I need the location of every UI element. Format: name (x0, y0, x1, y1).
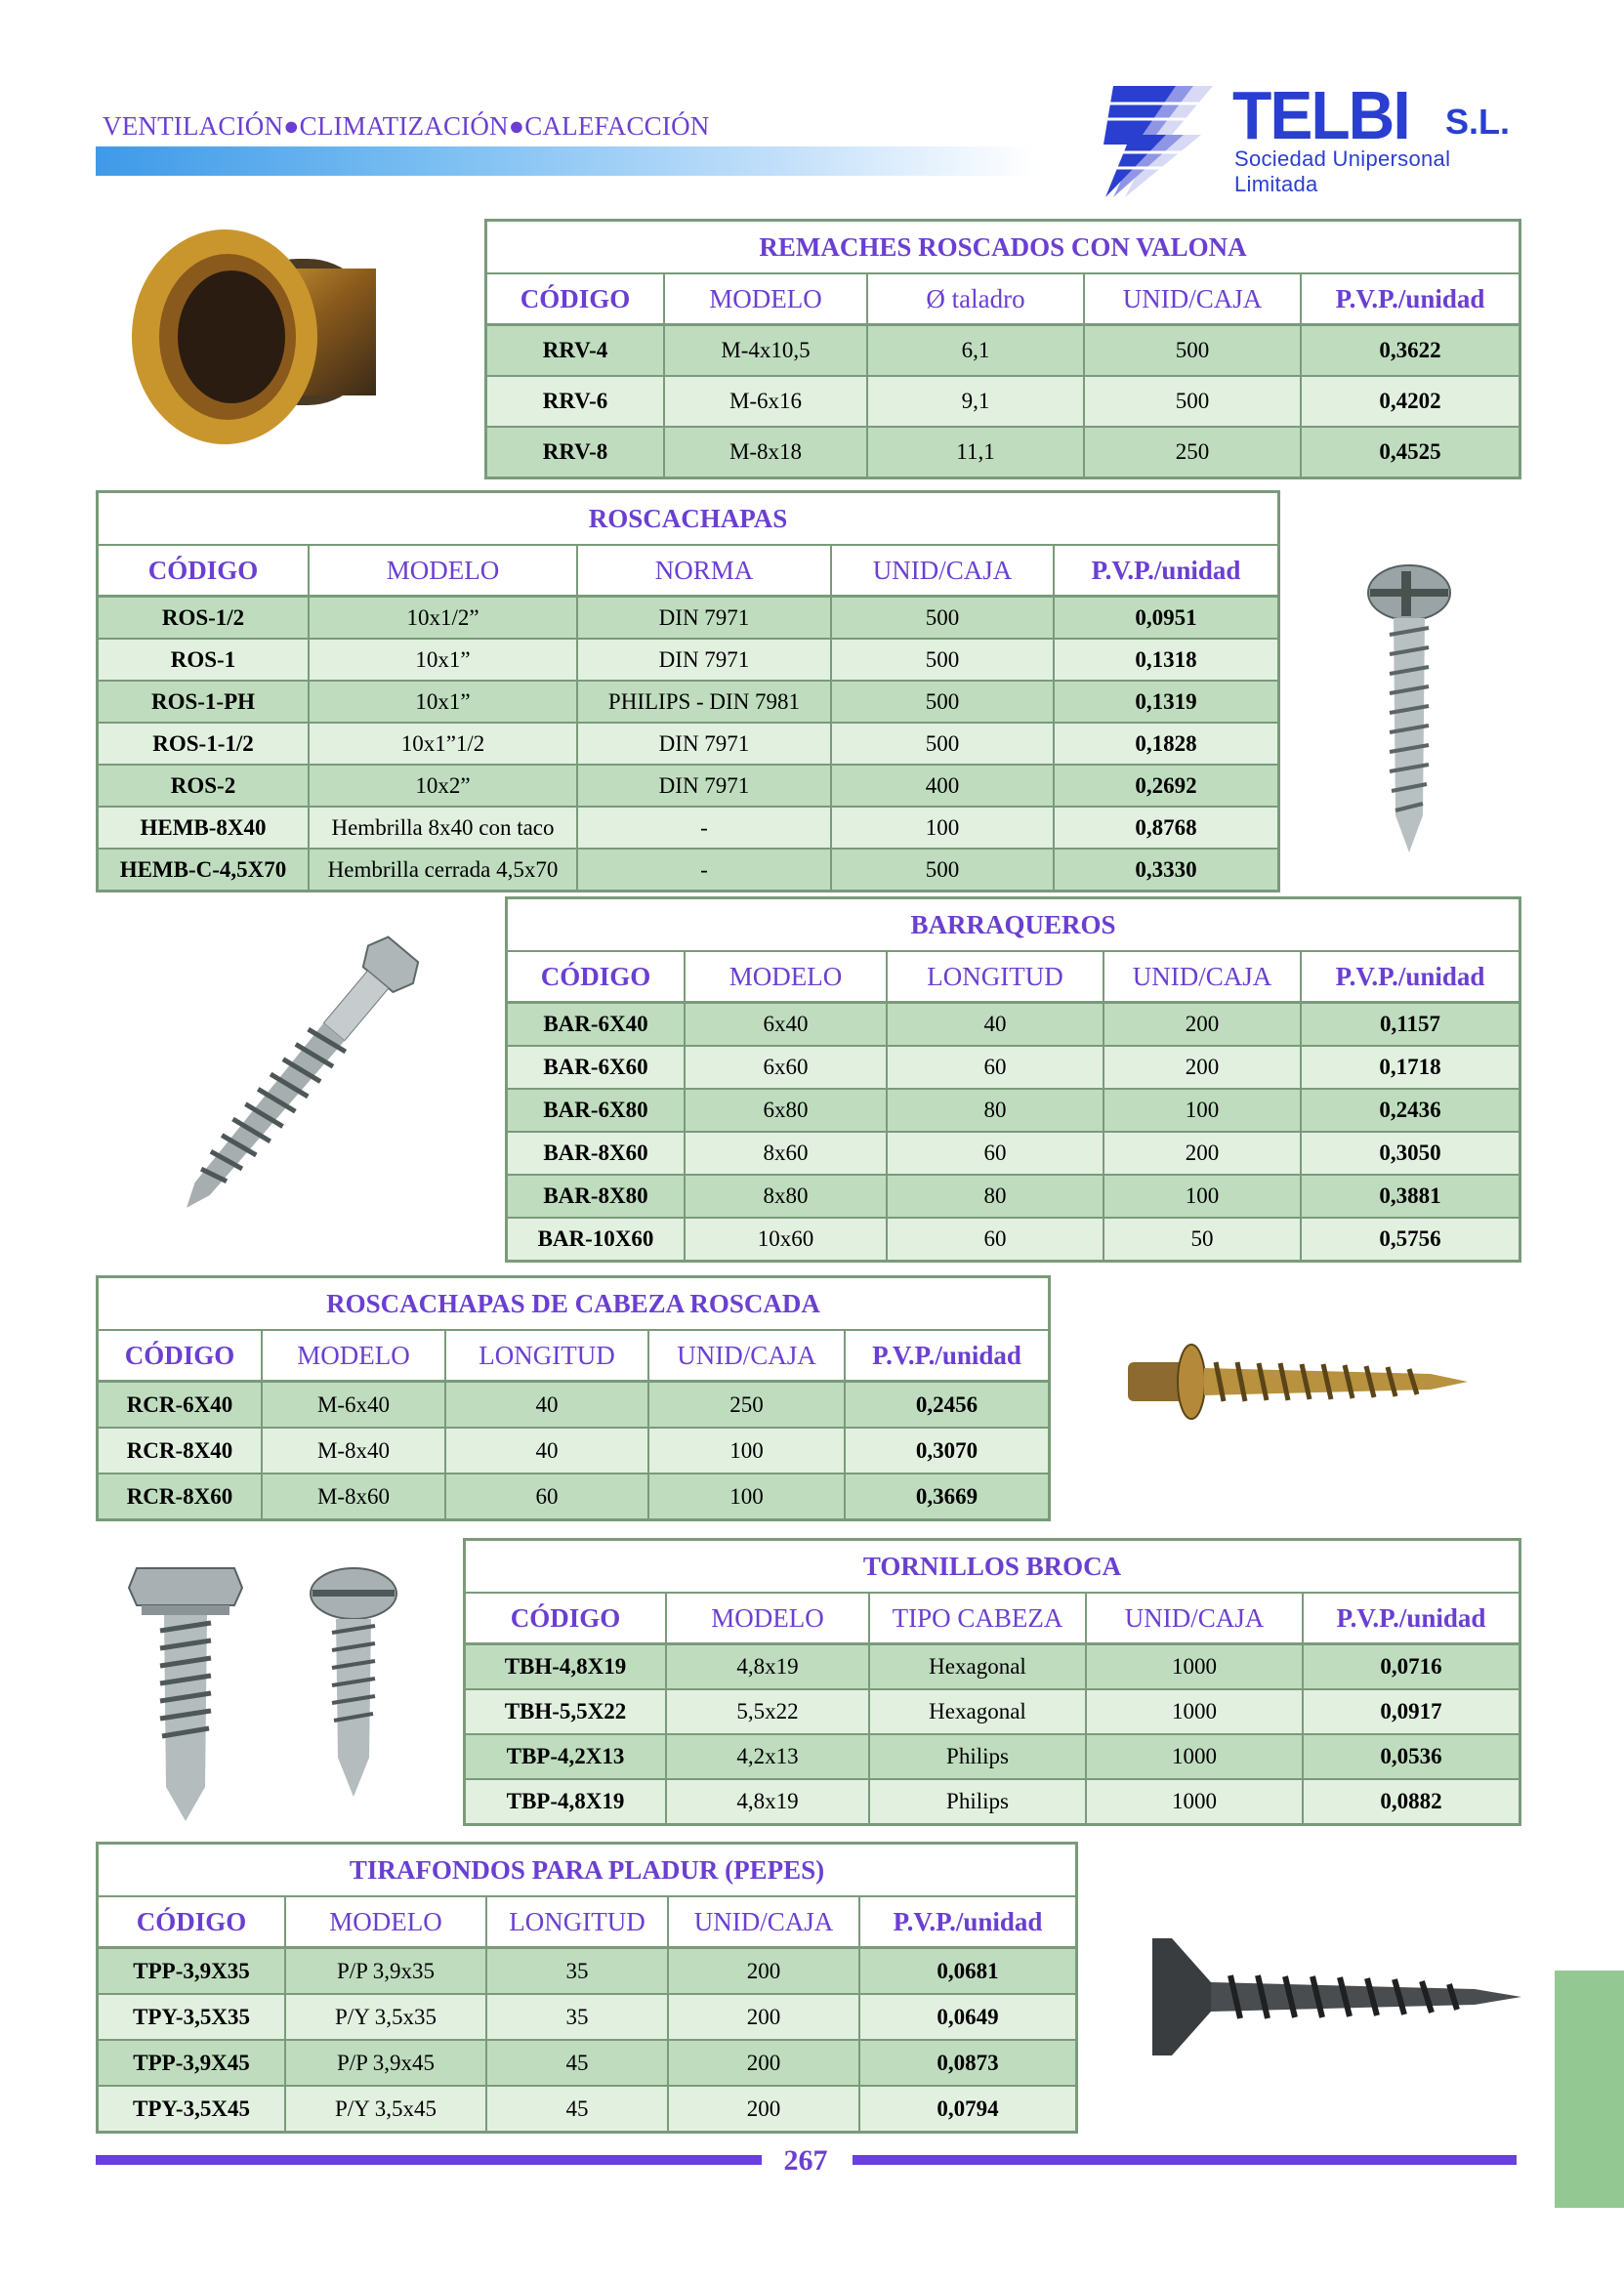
table-cell: 40 (446, 1383, 649, 1427)
column-header: TIPO CABEZA (870, 1594, 1087, 1642)
table-cell: 0,1319 (1055, 682, 1277, 722)
table-cell: DIN 7971 (578, 724, 832, 764)
table-cell: 1000 (1087, 1735, 1304, 1778)
table-cell: RCR-6X40 (99, 1383, 263, 1427)
table-cell: 10x1”1/2 (310, 724, 578, 764)
table-cell: 6x40 (686, 1004, 888, 1045)
table-cell: 80 (888, 1090, 1104, 1131)
table-cell: BAR-6X40 (508, 1004, 686, 1045)
footer-bar-left (96, 2155, 762, 2165)
table-tirafondos (96, 1842, 1078, 2134)
table-title: TORNILLOS BROCA (466, 1541, 1519, 1594)
table-cell: 0,2456 (846, 1383, 1048, 1427)
table-title: ROSCACHAPAS (99, 493, 1277, 546)
table-cell: M-4x10,5 (665, 326, 868, 375)
table-cell: TPP-3,9X35 (99, 1949, 286, 1993)
table-cell: 1000 (1087, 1645, 1304, 1688)
table-cell: 500 (832, 640, 1055, 680)
column-header: NORMA (578, 546, 832, 595)
table-cell: 0,8768 (1055, 808, 1277, 848)
table-cell: BAR-8X60 (508, 1133, 686, 1174)
table-header-row (508, 952, 1519, 1004)
table-cell: 10x1” (310, 640, 578, 680)
column-header: CÓDIGO (508, 952, 686, 1001)
table-cell: 4,2x13 (667, 1735, 870, 1778)
table-remaches (484, 219, 1521, 479)
table-header-row (99, 1897, 1075, 1949)
column-header: P.V.P./unidad (846, 1331, 1048, 1380)
table-cell: 500 (832, 724, 1055, 764)
table-row (99, 1995, 1075, 2041)
table-cell: TPP-3,9X45 (99, 2041, 286, 2085)
table-cell: M-6x40 (263, 1383, 446, 1427)
table-cell: 200 (1104, 1047, 1302, 1088)
table-cell: 0,4202 (1302, 377, 1519, 426)
table-tornillos-broca (463, 1538, 1521, 1826)
table-cell: P/P 3,9x45 (286, 2041, 487, 2085)
column-header: UNID/CAJA (669, 1897, 860, 1946)
table-title: BARRAQUEROS (508, 899, 1519, 952)
barraquero-screw-image (146, 913, 459, 1225)
brand-subtitle: Sociedad Unipersonal Limitada (1234, 146, 1451, 196)
table-cell: 200 (669, 2087, 860, 2131)
table-barraqueros (505, 896, 1521, 1263)
column-header: CÓDIGO (466, 1594, 667, 1642)
table-cell: 0,3050 (1302, 1133, 1519, 1174)
table-cell: 0,3669 (846, 1474, 1048, 1518)
table-cell: 8x60 (686, 1133, 888, 1174)
table-cell: 400 (832, 766, 1055, 806)
table-cell: 10x60 (686, 1219, 888, 1260)
table-cell: 0,0649 (860, 1995, 1075, 2039)
table-cell: RRV-4 (487, 326, 665, 375)
column-header: CÓDIGO (99, 1331, 263, 1380)
table-row (508, 1133, 1519, 1176)
table-row (99, 2041, 1075, 2087)
column-header: MODELO (310, 546, 578, 595)
table-cell: 0,3330 (1055, 850, 1277, 890)
table-cell: 60 (888, 1133, 1104, 1174)
table-cell: 50 (1104, 1219, 1302, 1260)
table-row (99, 1383, 1048, 1429)
table-cell: 500 (1085, 326, 1302, 375)
table-row (99, 766, 1277, 808)
page-number: 267 (783, 2144, 828, 2177)
table-cell: 0,1718 (1302, 1047, 1519, 1088)
column-header: MODELO (263, 1331, 446, 1380)
table-cell: 40 (888, 1004, 1104, 1045)
table-cell: TPY-3,5X35 (99, 1995, 286, 2039)
table-header-row (487, 274, 1519, 326)
column-header: P.V.P./unidad (1302, 952, 1519, 1001)
column-header: UNID/CAJA (1104, 952, 1302, 1001)
brand-name: TELBI (1232, 77, 1409, 153)
table-cell: ROS-1-1/2 (99, 724, 310, 764)
table-cell: PHILIPS - DIN 7981 (578, 682, 832, 722)
table-cell: RCR-8X40 (99, 1429, 263, 1473)
table-cell: 100 (832, 808, 1055, 848)
table-cell: Hembrilla 8x40 con taco (310, 808, 578, 848)
table-cell: 0,3070 (846, 1429, 1048, 1473)
table-cell: 500 (832, 598, 1055, 638)
table-cell: 100 (1104, 1090, 1302, 1131)
column-header: Ø taladro (868, 274, 1085, 323)
table-cell: 500 (832, 850, 1055, 890)
table-cell: P/Y 3,5x35 (286, 1995, 487, 2039)
table-cell: 35 (487, 1995, 669, 2039)
table-cell: 200 (1104, 1133, 1302, 1174)
table-cell: TBH-5,5X22 (466, 1690, 667, 1733)
column-header: UNID/CAJA (1087, 1594, 1304, 1642)
table-cell: 500 (1085, 377, 1302, 426)
table-cell: M-6x16 (665, 377, 868, 426)
table-cell: 35 (487, 1949, 669, 1993)
column-header: P.V.P./unidad (1055, 546, 1277, 595)
table-row (487, 377, 1519, 428)
table-header-row (99, 1331, 1048, 1383)
table-cell: 200 (669, 2041, 860, 2085)
table-cell: 45 (487, 2041, 669, 2085)
table-cell: HEMB-C-4,5X70 (99, 850, 310, 890)
table-cell: 0,0794 (860, 2087, 1075, 2131)
table-cell: 0,0716 (1304, 1645, 1519, 1688)
tornillos-broca-image (127, 1562, 420, 1826)
table-title: ROSCACHAPAS DE CABEZA ROSCADA (99, 1278, 1048, 1331)
table-cell: P/P 3,9x35 (286, 1949, 487, 1993)
table-cell: 100 (649, 1474, 846, 1518)
table-row (508, 1176, 1519, 1219)
table-cell: 6x80 (686, 1090, 888, 1131)
table-title: TIRAFONDOS PARA PLADUR (PEPES) (99, 1845, 1075, 1897)
table-cell: 0,0951 (1055, 598, 1277, 638)
table-row (487, 326, 1519, 377)
table-cell: 60 (888, 1219, 1104, 1260)
table-cell: TPY-3,5X45 (99, 2087, 286, 2131)
table-cell: 40 (446, 1429, 649, 1473)
table-header-row (466, 1594, 1519, 1645)
table-cell: DIN 7971 (578, 640, 832, 680)
table-cell: 0,0873 (860, 2041, 1075, 2085)
column-header: P.V.P./unidad (1304, 1594, 1519, 1642)
table-cell: 100 (1104, 1176, 1302, 1217)
table-cell: 200 (669, 1949, 860, 1993)
table-cell: RCR-8X60 (99, 1474, 263, 1518)
table-cell: 0,4525 (1302, 428, 1519, 477)
table-cell: 0,3622 (1302, 326, 1519, 375)
table-cell: BAR-6X80 (508, 1090, 686, 1131)
footer-bar-right (853, 2155, 1517, 2165)
column-header: CÓDIGO (99, 546, 310, 595)
table-roscachapas-cabeza-roscada (96, 1275, 1051, 1521)
table-row (99, 682, 1277, 724)
table-cell: ROS-1 (99, 640, 310, 680)
table-row (99, 1474, 1048, 1518)
table-cell: 0,2436 (1302, 1090, 1519, 1131)
table-cell: 10x2” (310, 766, 578, 806)
table-row (508, 1004, 1519, 1047)
table-row (508, 1090, 1519, 1133)
telbi-logo (1103, 78, 1523, 200)
table-row (99, 808, 1277, 850)
column-header: LONGITUD (487, 1897, 669, 1946)
table-cell: BAR-10X60 (508, 1219, 686, 1260)
column-header: LONGITUD (446, 1331, 649, 1380)
tirafondo-pladur-screw-image (1143, 1929, 1523, 2065)
table-roscachapas (96, 490, 1280, 892)
column-header: MODELO (686, 952, 888, 1001)
table-row (487, 428, 1519, 477)
table-row (508, 1047, 1519, 1090)
table-cell: 0,1157 (1302, 1004, 1519, 1045)
table-cell: 200 (669, 1995, 860, 2039)
table-cell: 6,1 (868, 326, 1085, 375)
table-cell: HEMB-8X40 (99, 808, 310, 848)
column-header: CÓDIGO (487, 274, 665, 323)
table-cell: 0,1828 (1055, 724, 1277, 764)
table-cell: Hexagonal (870, 1645, 1087, 1688)
table-cell: 500 (832, 682, 1055, 722)
table-cell: 0,0882 (1304, 1780, 1519, 1823)
column-header: UNID/CAJA (832, 546, 1055, 595)
table-cell: RRV-6 (487, 377, 665, 426)
column-header: MODELO (286, 1897, 487, 1946)
table-cell: M-8x18 (665, 428, 868, 477)
table-row (466, 1780, 1519, 1823)
table-cell: ROS-1-PH (99, 682, 310, 722)
table-cell: TBP-4,8X19 (466, 1780, 667, 1823)
table-cell: 1000 (1087, 1780, 1304, 1823)
table-cell: - (578, 808, 832, 848)
table-cell: 0,3881 (1302, 1176, 1519, 1217)
table-cell: RRV-8 (487, 428, 665, 477)
table-title: REMACHES ROSCADOS CON VALONA (487, 222, 1519, 274)
column-header: CÓDIGO (99, 1897, 286, 1946)
header-gradient-bar (96, 146, 1033, 176)
table-cell: 1000 (1087, 1690, 1304, 1733)
table-cell: 100 (649, 1429, 846, 1473)
table-row (99, 598, 1277, 640)
table-row (466, 1735, 1519, 1780)
table-cell: 200 (1104, 1004, 1302, 1045)
table-row (99, 850, 1277, 890)
table-cell: 10x1” (310, 682, 578, 722)
column-header: P.V.P./unidad (1302, 274, 1519, 323)
table-cell: - (578, 850, 832, 890)
side-section-tab (1555, 1971, 1624, 2208)
table-cell: Hembrilla cerrada 4,5x70 (310, 850, 578, 890)
table-cell: 45 (487, 2087, 669, 2131)
table-cell: 0,0681 (860, 1949, 1075, 1993)
table-cell: 60 (888, 1047, 1104, 1088)
table-cell: Hexagonal (870, 1690, 1087, 1733)
table-cell: 0,0536 (1304, 1735, 1519, 1778)
table-row (99, 2087, 1075, 2131)
column-header: LONGITUD (888, 952, 1104, 1001)
table-cell: 60 (446, 1474, 649, 1518)
table-cell: 4,8x19 (667, 1780, 870, 1823)
column-header: P.V.P./unidad (860, 1897, 1075, 1946)
table-cell: 80 (888, 1176, 1104, 1217)
table-cell: 0,5756 (1302, 1219, 1519, 1260)
table-cell: 250 (1085, 428, 1302, 477)
table-cell: M-8x40 (263, 1429, 446, 1473)
table-cell: 250 (649, 1383, 846, 1427)
table-row (508, 1219, 1519, 1260)
table-row (466, 1690, 1519, 1735)
lightning-logo-icon (1103, 84, 1240, 199)
table-cell: 5,5x22 (667, 1690, 870, 1733)
table-header-row (99, 546, 1277, 598)
table-cell: 11,1 (868, 428, 1085, 477)
table-cell: 4,8x19 (667, 1645, 870, 1688)
column-header: MODELO (665, 274, 868, 323)
column-header: MODELO (667, 1594, 870, 1642)
roscachapa-screw-image (1362, 561, 1455, 854)
table-cell: ROS-1/2 (99, 598, 310, 638)
table-row (466, 1645, 1519, 1690)
column-header: UNID/CAJA (1085, 274, 1302, 323)
cabeza-roscada-screw-image (1118, 1333, 1470, 1431)
table-cell: BAR-6X60 (508, 1047, 686, 1088)
brand-suffix: S.L. (1445, 102, 1511, 142)
column-header: UNID/CAJA (649, 1331, 846, 1380)
table-cell: M-8x60 (263, 1474, 446, 1518)
table-cell: 9,1 (868, 377, 1085, 426)
table-cell: Philips (870, 1735, 1087, 1778)
table-row (99, 1429, 1048, 1474)
table-row (99, 640, 1277, 682)
table-cell: BAR-8X80 (508, 1176, 686, 1217)
table-cell: TBP-4,2X13 (466, 1735, 667, 1778)
table-row (99, 1949, 1075, 1995)
table-cell: DIN 7971 (578, 766, 832, 806)
table-cell: Philips (870, 1780, 1087, 1823)
table-cell: ROS-2 (99, 766, 310, 806)
table-cell: 8x80 (686, 1176, 888, 1217)
table-row (99, 724, 1277, 766)
table-cell: 0,1318 (1055, 640, 1277, 680)
header-tagline: VENTILACIÓN●CLIMATIZACIÓN●CALEFACCIÓN (103, 111, 710, 141)
table-cell: 6x60 (686, 1047, 888, 1088)
table-cell: TBH-4,8X19 (466, 1645, 667, 1688)
rivet-nut-image (122, 225, 425, 469)
table-cell: DIN 7971 (578, 598, 832, 638)
table-cell: 0,2692 (1055, 766, 1277, 806)
table-cell: 0,0917 (1304, 1690, 1519, 1733)
table-cell: 10x1/2” (310, 598, 578, 638)
table-cell: P/Y 3,5x45 (286, 2087, 487, 2131)
